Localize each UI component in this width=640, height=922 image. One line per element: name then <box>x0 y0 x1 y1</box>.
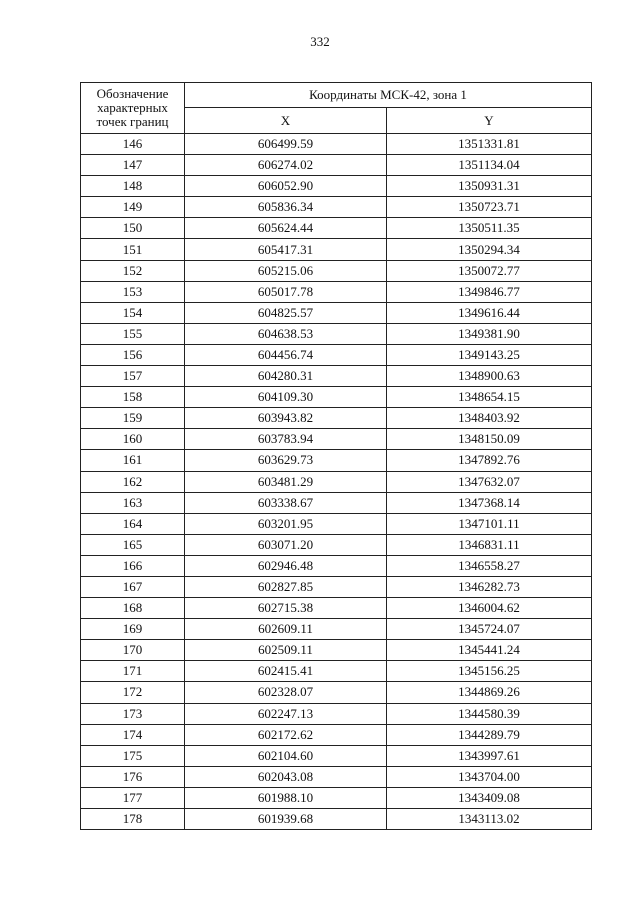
point-cell: 177 <box>81 787 185 808</box>
x-coordinate-cell: 606274.02 <box>185 155 387 176</box>
table-row <box>81 661 592 682</box>
coordinates-table <box>80 82 592 830</box>
y-coordinate-cell: 1346004.62 <box>387 598 592 619</box>
point-cell: 171 <box>81 661 185 682</box>
y-coordinate-cell: 1349143.25 <box>387 344 592 365</box>
table-row <box>81 450 592 471</box>
x-coordinate-cell: 602247.13 <box>185 703 387 724</box>
point-cell: 158 <box>81 387 185 408</box>
page-number: 332 <box>310 34 330 49</box>
y-coordinate-cell: 1350072.77 <box>387 260 592 281</box>
y-coordinate-cell: 1346831.11 <box>387 534 592 555</box>
point-cell: 165 <box>81 534 185 555</box>
table-header <box>81 83 592 134</box>
x-coordinate-cell: 602827.85 <box>185 576 387 597</box>
x-coordinate-cell: 604280.31 <box>185 366 387 387</box>
x-coordinate-cell: 602609.11 <box>185 619 387 640</box>
point-cell: 161 <box>81 450 185 471</box>
y-coordinate-cell: 1348654.15 <box>387 387 592 408</box>
x-coordinate-cell: 603943.82 <box>185 408 387 429</box>
y-coordinate-cell: 1347632.07 <box>387 471 592 492</box>
point-cell: 168 <box>81 598 185 619</box>
point-cell: 170 <box>81 640 185 661</box>
table-row <box>81 724 592 745</box>
y-coordinate-cell: 1345156.25 <box>387 661 592 682</box>
x-coordinate-cell: 602328.07 <box>185 682 387 703</box>
y-coordinate-cell: 1350723.71 <box>387 197 592 218</box>
table-body <box>81 134 592 830</box>
x-column-header: X <box>185 108 387 134</box>
point-cell: 151 <box>81 239 185 260</box>
table-row <box>81 555 592 576</box>
y-coordinate-cell: 1345724.07 <box>387 619 592 640</box>
y-coordinate-cell: 1347892.76 <box>387 450 592 471</box>
x-coordinate-cell: 602509.11 <box>185 640 387 661</box>
point-cell: 152 <box>81 260 185 281</box>
header-row-group <box>81 83 592 108</box>
table-row <box>81 176 592 197</box>
table-row <box>81 745 592 766</box>
table-row <box>81 260 592 281</box>
point-cell: 178 <box>81 809 185 830</box>
x-coordinate-cell: 605417.31 <box>185 239 387 260</box>
point-cell: 148 <box>81 176 185 197</box>
x-coordinate-cell: 605836.34 <box>185 197 387 218</box>
x-coordinate-cell: 604638.53 <box>185 323 387 344</box>
table-row <box>81 387 592 408</box>
x-coordinate-cell: 602172.62 <box>185 724 387 745</box>
y-coordinate-cell: 1343997.61 <box>387 745 592 766</box>
point-cell: 163 <box>81 492 185 513</box>
point-cell: 174 <box>81 724 185 745</box>
coordinates-group-header: Координаты МСК-42, зона 1 <box>185 83 592 108</box>
y-column-header: Y <box>387 108 592 134</box>
x-coordinate-cell: 602946.48 <box>185 555 387 576</box>
point-cell: 157 <box>81 366 185 387</box>
y-coordinate-cell: 1344289.79 <box>387 724 592 745</box>
point-cell: 164 <box>81 513 185 534</box>
table-row <box>81 471 592 492</box>
point-cell: 167 <box>81 576 185 597</box>
table-row <box>81 302 592 323</box>
y-coordinate-cell: 1346558.27 <box>387 555 592 576</box>
y-coordinate-cell: 1349846.77 <box>387 281 592 302</box>
x-coordinate-cell: 604109.30 <box>185 387 387 408</box>
table-row <box>81 408 592 429</box>
table-row <box>81 492 592 513</box>
x-coordinate-cell: 605215.06 <box>185 260 387 281</box>
y-coordinate-cell: 1346282.73 <box>387 576 592 597</box>
x-coordinate-cell: 603629.73 <box>185 450 387 471</box>
table-row <box>81 576 592 597</box>
table-row <box>81 134 592 155</box>
table-row <box>81 640 592 661</box>
table-row <box>81 366 592 387</box>
y-coordinate-cell: 1343704.00 <box>387 766 592 787</box>
y-coordinate-cell: 1347368.14 <box>387 492 592 513</box>
x-coordinate-cell: 604456.74 <box>185 344 387 365</box>
x-coordinate-cell: 603481.29 <box>185 471 387 492</box>
table-row <box>81 323 592 344</box>
point-cell: 153 <box>81 281 185 302</box>
table-row <box>81 598 592 619</box>
table-row <box>81 809 592 830</box>
table-row <box>81 155 592 176</box>
point-cell: 156 <box>81 344 185 365</box>
y-coordinate-cell: 1350931.31 <box>387 176 592 197</box>
x-coordinate-cell: 602104.60 <box>185 745 387 766</box>
point-cell: 159 <box>81 408 185 429</box>
table-row <box>81 703 592 724</box>
y-coordinate-cell: 1344580.39 <box>387 703 592 724</box>
point-cell: 169 <box>81 619 185 640</box>
y-coordinate-cell: 1348150.09 <box>387 429 592 450</box>
table-row <box>81 429 592 450</box>
point-cell: 155 <box>81 323 185 344</box>
y-coordinate-cell: 1345441.24 <box>387 640 592 661</box>
table-row <box>81 766 592 787</box>
y-coordinate-cell: 1343409.08 <box>387 787 592 808</box>
point-cell: 162 <box>81 471 185 492</box>
x-coordinate-cell: 602415.41 <box>185 661 387 682</box>
table-row <box>81 682 592 703</box>
point-cell: 150 <box>81 218 185 239</box>
point-designation-header: Обозначение характерных точек границ <box>81 83 185 134</box>
y-coordinate-cell: 1343113.02 <box>387 809 592 830</box>
x-coordinate-cell: 603783.94 <box>185 429 387 450</box>
x-coordinate-cell: 604825.57 <box>185 302 387 323</box>
x-coordinate-cell: 606499.59 <box>185 134 387 155</box>
point-cell: 173 <box>81 703 185 724</box>
point-cell: 146 <box>81 134 185 155</box>
x-coordinate-cell: 605017.78 <box>185 281 387 302</box>
x-coordinate-cell: 602043.08 <box>185 766 387 787</box>
y-coordinate-cell: 1349381.90 <box>387 323 592 344</box>
y-coordinate-cell: 1351331.81 <box>387 134 592 155</box>
x-coordinate-cell: 606052.90 <box>185 176 387 197</box>
point-cell: 154 <box>81 302 185 323</box>
point-cell: 166 <box>81 555 185 576</box>
y-coordinate-cell: 1350511.35 <box>387 218 592 239</box>
point-cell: 160 <box>81 429 185 450</box>
table-row <box>81 619 592 640</box>
point-cell: 176 <box>81 766 185 787</box>
table-row <box>81 513 592 534</box>
table-row <box>81 534 592 555</box>
table-row <box>81 239 592 260</box>
y-coordinate-cell: 1350294.34 <box>387 239 592 260</box>
y-coordinate-cell: 1351134.04 <box>387 155 592 176</box>
table-row <box>81 197 592 218</box>
point-cell: 149 <box>81 197 185 218</box>
x-coordinate-cell: 601939.68 <box>185 809 387 830</box>
x-coordinate-cell: 603201.95 <box>185 513 387 534</box>
table-row <box>81 787 592 808</box>
y-coordinate-cell: 1349616.44 <box>387 302 592 323</box>
table-row <box>81 218 592 239</box>
x-coordinate-cell: 603071.20 <box>185 534 387 555</box>
point-cell: 175 <box>81 745 185 766</box>
point-cell: 147 <box>81 155 185 176</box>
y-coordinate-cell: 1344869.26 <box>387 682 592 703</box>
table-row <box>81 281 592 302</box>
x-coordinate-cell: 601988.10 <box>185 787 387 808</box>
x-coordinate-cell: 603338.67 <box>185 492 387 513</box>
x-coordinate-cell: 602715.38 <box>185 598 387 619</box>
y-coordinate-cell: 1348900.63 <box>387 366 592 387</box>
y-coordinate-cell: 1347101.11 <box>387 513 592 534</box>
table-row <box>81 344 592 365</box>
point-cell: 172 <box>81 682 185 703</box>
x-coordinate-cell: 605624.44 <box>185 218 387 239</box>
y-coordinate-cell: 1348403.92 <box>387 408 592 429</box>
